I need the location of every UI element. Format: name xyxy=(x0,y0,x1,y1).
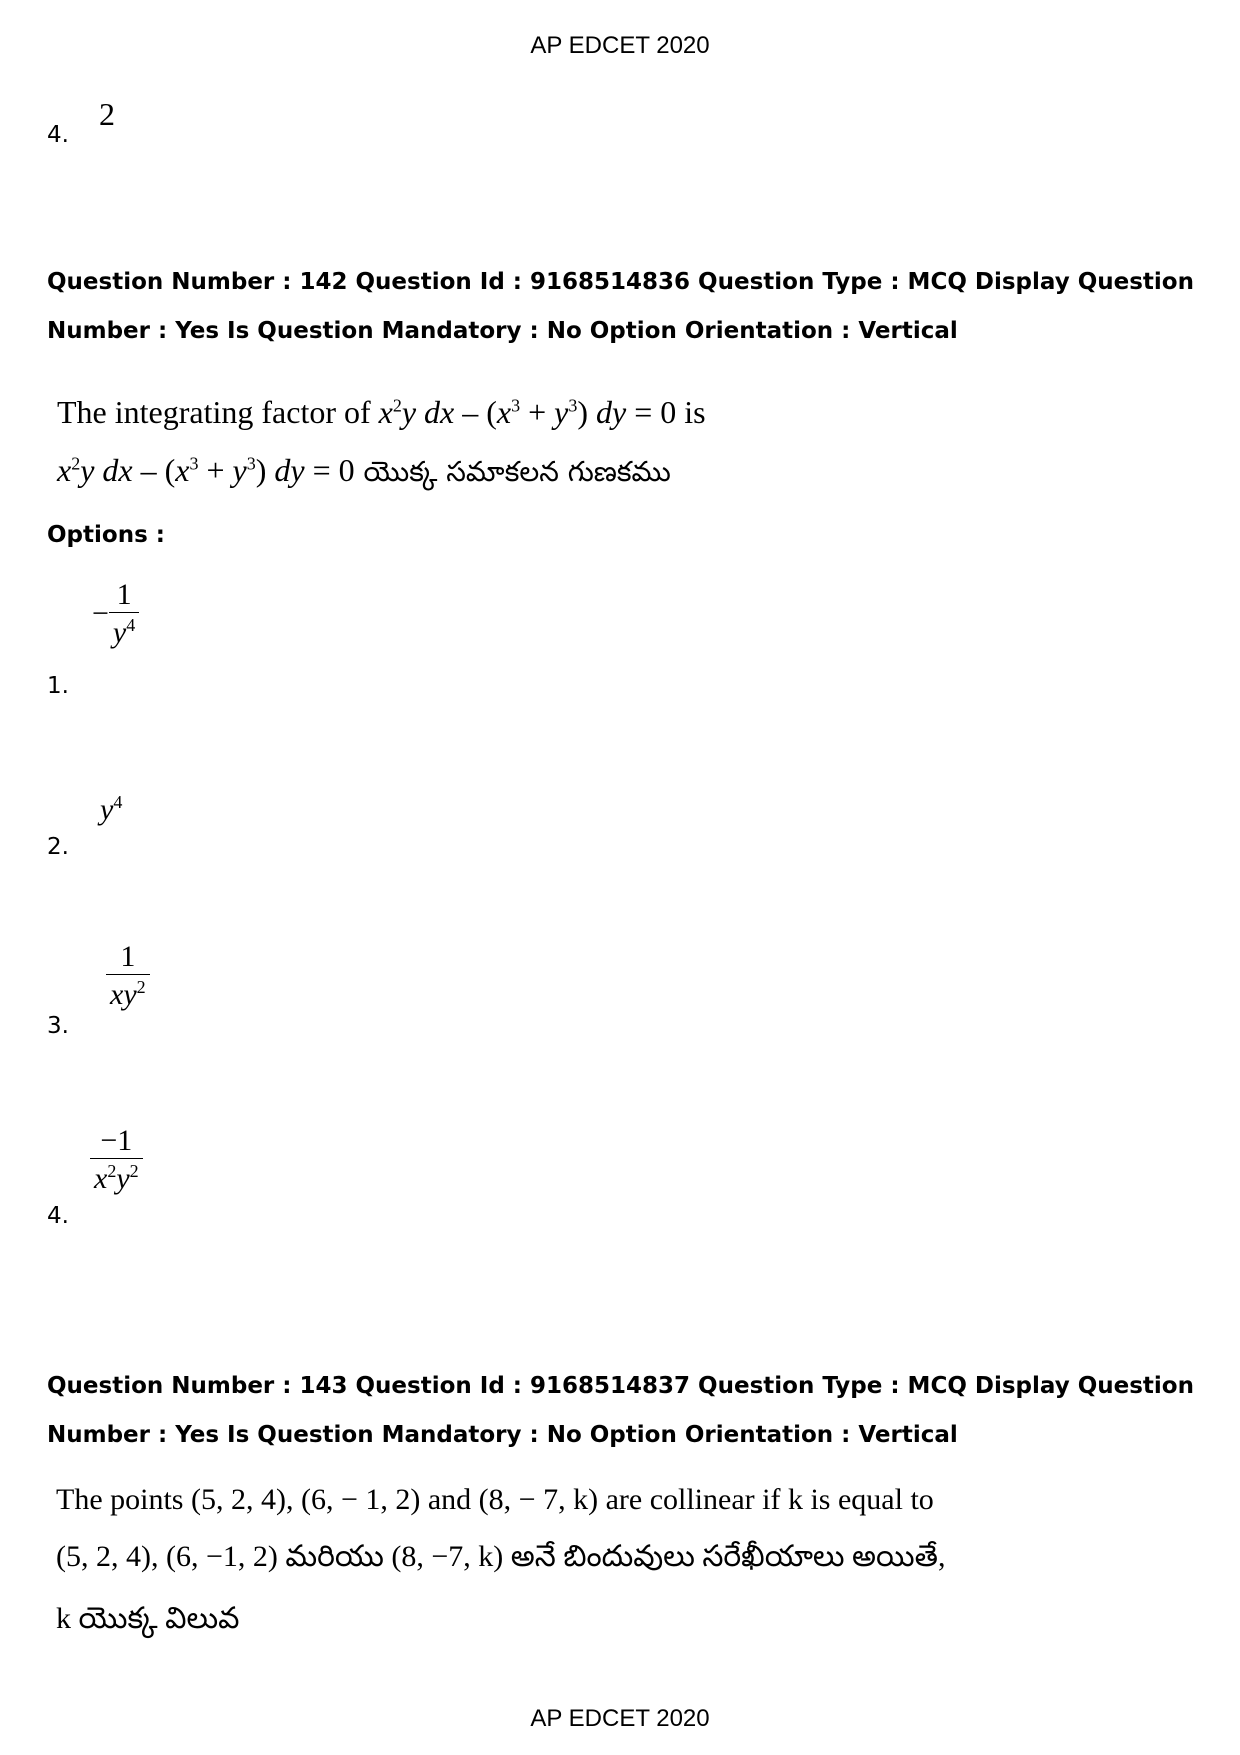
option-3-denominator: xy xyxy=(110,978,137,1011)
option-4-den-y-exp: 2 xyxy=(129,1161,139,1181)
q142-equation-en: $x^2y$ dx – $(x^3 + y^3)$ dy = 0 xyxy=(378,394,677,430)
q142-option-2-value xyxy=(100,792,122,827)
option-3-numerator: 1 xyxy=(120,940,136,973)
q142-english-prefix: The integrating factor of xyxy=(57,394,379,430)
q143-telugu-line2: k యొక్క విలువ xyxy=(56,1602,240,1635)
prev-option-value: 2 xyxy=(99,96,115,132)
option-4-numerator: −1 xyxy=(100,1124,133,1157)
q142-option-3-number: 3. xyxy=(47,1013,69,1039)
q143-meta-line2: Number : Yes Is Question Mandatory : No Option Orientation : Vertical xyxy=(47,1422,958,1448)
q142-option-4-number: 4. xyxy=(47,1203,69,1229)
option-4-den-x-exp: 2 xyxy=(107,1161,117,1181)
q142-telugu-suffix: యొక్క సమాకలన గుణకము xyxy=(354,455,671,488)
q142-meta-line2: Number : Yes Is Question Mandatory : No Option Orientation : Vertical xyxy=(47,318,958,344)
option-1-denominator: y xyxy=(112,616,127,649)
page-header: AP EDCET 2020 xyxy=(530,32,710,59)
option-3-den-exp: 2 xyxy=(136,977,146,997)
q143-meta-line1: Question Number : 143 Question Id : 9168514837 Question Type : MCQ Display Question xyxy=(47,1373,1194,1399)
q142-option-2-number: 2. xyxy=(47,834,69,860)
q142-english-text xyxy=(57,394,706,431)
q142-meta-line1: Question Number : 142 Question Id : 9168514836 Question Type : MCQ Display Question xyxy=(47,269,1194,295)
q142-option-4-value xyxy=(90,1124,143,1196)
q142-english-suffix: is xyxy=(676,394,706,430)
option-1-numerator: 1 xyxy=(116,578,132,611)
option-4-den-y: y xyxy=(116,1162,130,1195)
page-footer: AP EDCET 2020 xyxy=(530,1705,710,1732)
option-1-den-exp: 4 xyxy=(126,615,136,635)
prev-option-number: 4. xyxy=(47,122,69,148)
option-2-exp: 4 xyxy=(113,792,123,812)
q142-equation-te: $x^2y$ dx – $(x^3 + y^3)$ dy = 0 xyxy=(57,452,355,488)
q142-telugu-text xyxy=(57,452,671,495)
option-2-base: y xyxy=(100,793,114,826)
q142-option-1-number: 1. xyxy=(47,673,69,699)
q143-english-text: The points (5, 2, 4), (6, − 1, 2) and (8, − 7, k) are collinear if k is equal to xyxy=(56,1483,934,1516)
option-1-sign: − xyxy=(92,597,109,630)
q142-option-1-value xyxy=(92,578,139,650)
q142-option-3-value xyxy=(106,940,150,1012)
options-label: Options : xyxy=(47,522,165,548)
option-4-den-x: x xyxy=(94,1162,108,1195)
q143-telugu-line1: (5, 2, 4), (6, −1, 2) మరియు (8, −7, k) అనే బిందువులు సరేఖీయాలు అయితే, xyxy=(56,1540,946,1573)
